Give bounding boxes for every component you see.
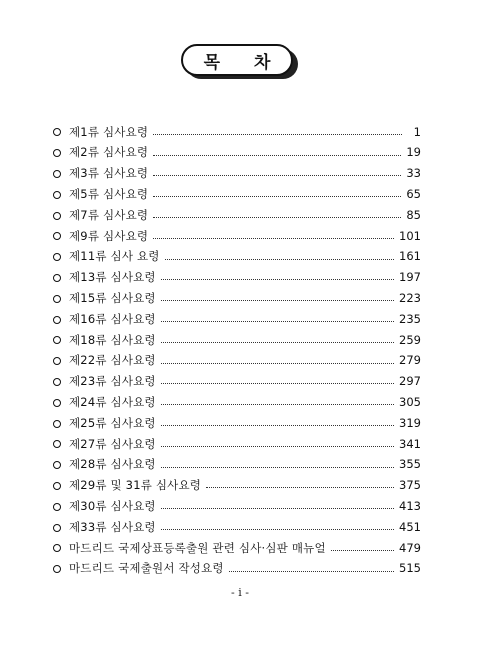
circle-bullet-icon <box>53 336 61 344</box>
toc-entry-page: 1 <box>413 124 421 139</box>
dot-leader <box>161 300 394 301</box>
title-badge-frame <box>181 44 293 76</box>
toc-entry[interactable] <box>53 476 421 497</box>
toc-entry-page: 305 <box>399 395 421 409</box>
toc-entry-page: 259 <box>399 332 421 347</box>
toc-entry[interactable] <box>53 372 421 393</box>
circle-bullet-icon <box>53 503 61 511</box>
toc-entry-title: 제22류 심사요령 <box>69 353 156 368</box>
toc-entry-page: 197 <box>399 270 421 285</box>
toc-entry[interactable] <box>53 268 421 289</box>
dot-leader <box>161 425 394 426</box>
toc-entry-page: 33 <box>406 166 421 181</box>
toc-entry-title: 제30류 심사요령 <box>69 498 156 513</box>
toc-entry[interactable] <box>53 184 421 205</box>
toc-entry-title: 제28류 심사요령 <box>69 457 156 472</box>
toc-entry-title: 제29류 및 31류 심사요령 <box>69 478 202 493</box>
circle-bullet-icon <box>53 544 61 552</box>
toc-entry-page: 413 <box>399 498 421 513</box>
dot-leader <box>161 467 394 468</box>
circle-bullet-icon <box>53 378 61 386</box>
toc-entry-page: 355 <box>399 457 421 472</box>
toc-entry[interactable] <box>53 143 421 164</box>
circle-bullet-icon <box>53 149 61 157</box>
dot-leader <box>161 342 394 343</box>
circle-bullet-icon <box>53 565 61 573</box>
toc-entry-title: 제11류 심사 요령 <box>69 249 160 264</box>
dot-leader <box>161 279 394 280</box>
toc-entry-page: 19 <box>406 145 421 160</box>
toc-entry[interactable] <box>53 496 421 517</box>
toc-entry-title: 제24류 심사요령 <box>69 395 156 409</box>
circle-bullet-icon <box>53 461 61 469</box>
toc-entry-page: 101 <box>399 228 421 243</box>
toc-entry[interactable] <box>53 351 421 372</box>
toc-entry-title: 제16류 심사요령 <box>69 311 156 326</box>
page-title: 목 차 <box>203 52 285 73</box>
toc-entry-title: 제7류 심사요령 <box>69 207 149 222</box>
toc-entry-title: 제27류 심사요령 <box>69 436 156 451</box>
toc-entry-page: 515 <box>399 561 421 576</box>
toc-entry[interactable] <box>53 309 421 330</box>
toc-entry-page: 235 <box>399 311 421 326</box>
toc-entry-title: 제25류 심사요령 <box>69 415 156 430</box>
toc-entry-title: 제18류 심사요령 <box>69 332 156 347</box>
toc-entry[interactable] <box>53 559 421 580</box>
toc-entry-page: 297 <box>399 374 421 389</box>
toc-entry-page: 85 <box>406 207 421 222</box>
dot-leader <box>153 134 402 135</box>
circle-bullet-icon <box>53 232 61 240</box>
title-badge <box>181 44 299 80</box>
toc-entry[interactable] <box>53 205 421 226</box>
dot-leader <box>161 321 394 322</box>
circle-bullet-icon <box>53 524 61 532</box>
toc-entry-title: 마드리드 국제출원서 작성요령 <box>69 561 224 576</box>
dot-leader <box>331 550 394 551</box>
table-of-contents <box>53 122 421 580</box>
toc-entry-title: 제1류 심사요령 <box>69 124 149 139</box>
toc-entry-page: 375 <box>399 478 421 493</box>
toc-entry-title: 제13류 심사요령 <box>69 270 156 285</box>
toc-entry-title: 마드리드 국제상표등록출원 관련 심사·심판 매뉴얼 <box>69 540 326 555</box>
toc-entry[interactable] <box>53 392 421 413</box>
circle-bullet-icon <box>53 274 61 282</box>
toc-entry-page: 65 <box>406 187 421 202</box>
dot-leader <box>153 175 401 176</box>
dot-leader <box>161 383 394 384</box>
circle-bullet-icon <box>53 128 61 136</box>
dot-leader <box>153 217 401 218</box>
dot-leader <box>153 155 401 156</box>
dot-leader <box>165 259 394 260</box>
toc-entry[interactable] <box>53 517 421 538</box>
circle-bullet-icon <box>53 253 61 261</box>
toc-entry-title: 제3류 심사요령 <box>69 166 149 181</box>
toc-entry-page: 479 <box>399 540 421 555</box>
toc-entry[interactable] <box>53 330 421 351</box>
toc-entry-title: 제5류 심사요령 <box>69 187 149 202</box>
circle-bullet-icon <box>53 212 61 220</box>
dot-leader <box>153 196 401 197</box>
dot-leader <box>229 571 394 572</box>
toc-entry-page: 341 <box>399 436 421 451</box>
circle-bullet-icon <box>53 420 61 428</box>
dot-leader <box>161 446 394 447</box>
dot-leader <box>161 529 394 530</box>
circle-bullet-icon <box>53 191 61 199</box>
circle-bullet-icon <box>53 357 61 365</box>
dot-leader <box>161 508 394 509</box>
dot-leader <box>153 238 394 239</box>
dot-leader <box>161 404 394 405</box>
toc-entry-title: 제9류 심사요령 <box>69 228 149 243</box>
circle-bullet-icon <box>53 295 61 303</box>
toc-entry[interactable] <box>53 288 421 309</box>
dot-leader <box>206 487 394 488</box>
page-number: - i - <box>231 586 249 599</box>
circle-bullet-icon <box>53 399 61 407</box>
toc-entry-page: 319 <box>399 415 421 430</box>
toc-entry-title: 제23류 심사요령 <box>69 374 156 389</box>
toc-entry-title: 제33류 심사요령 <box>69 519 156 534</box>
toc-entry-page: 223 <box>399 291 421 306</box>
toc-entry[interactable] <box>53 538 421 559</box>
toc-entry[interactable] <box>53 413 421 434</box>
toc-entry[interactable] <box>53 226 421 247</box>
circle-bullet-icon <box>53 440 61 448</box>
toc-entry[interactable] <box>53 122 421 143</box>
circle-bullet-icon <box>53 482 61 490</box>
dot-leader <box>161 363 394 364</box>
toc-entry-page: 161 <box>399 249 421 264</box>
toc-entry-page: 279 <box>399 353 421 368</box>
toc-entry-title: 제2류 심사요령 <box>69 145 149 160</box>
toc-entry[interactable] <box>53 164 421 185</box>
toc-entry[interactable] <box>53 455 421 476</box>
toc-entry-title: 제15류 심사요령 <box>69 291 156 306</box>
circle-bullet-icon <box>53 170 61 178</box>
toc-entry-page: 451 <box>399 519 421 534</box>
circle-bullet-icon <box>53 316 61 324</box>
toc-entry[interactable] <box>53 434 421 455</box>
toc-entry[interactable] <box>53 247 421 268</box>
